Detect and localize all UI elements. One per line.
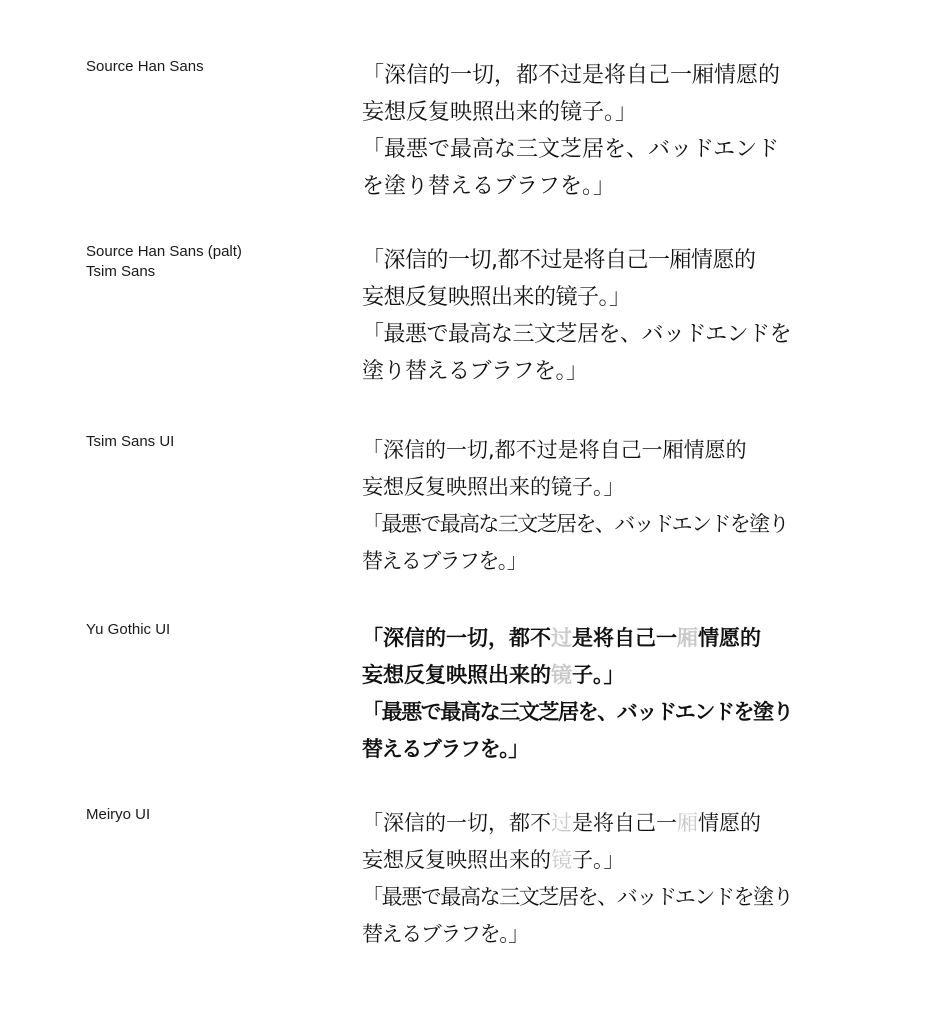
specimen-segment: 「最悪で最高な三文芝居を、バッドエンドを [362, 322, 792, 347]
font-name: Meiryo UI [86, 806, 151, 823]
specimen-segment: 妄想反复映照出来的镜子。」 [362, 285, 631, 310]
specimen-line [362, 131, 922, 168]
font-name: Tsim Sans UI [86, 433, 175, 450]
specimen-line [362, 469, 922, 506]
missing-glyph: 过 [551, 626, 572, 650]
specimen-segment: 是将自己一 [572, 811, 677, 835]
specimen-segment: 「深信的一切，都不 [362, 811, 551, 835]
font-name-label [86, 242, 346, 282]
specimen-line [362, 353, 922, 390]
specimen-line [362, 168, 922, 205]
font-name-label [86, 432, 346, 452]
specimen-segment: を塗り替えるブラフを。」 [362, 174, 616, 199]
specimen-line [362, 657, 922, 694]
specimen-text [362, 805, 922, 953]
specimen-segment: 「最悪で最高な三文芝居を、バッドエンドを塗り [362, 885, 793, 909]
specimen-line [362, 543, 922, 580]
font-name: Source Han Sans [86, 58, 204, 75]
specimen-text [362, 57, 922, 205]
specimen-line [362, 506, 922, 543]
specimen-segment: 是将自己一 [572, 626, 677, 650]
specimen-segment: 替えるブラフを。」 [362, 737, 528, 761]
font-name-label [86, 57, 346, 77]
specimen-line [362, 57, 922, 94]
specimen-line [362, 842, 922, 879]
specimen-segment: 子。」 [572, 848, 625, 872]
specimen-segment: 「最悪で最高な三文芝居を、バッドエンドを塗り [362, 700, 793, 724]
specimen-segment: 「深信的一切,都不过是将自己一厢情愿的 [362, 438, 747, 462]
specimen-segment: 妄想反复映照出来的镜子。」 [362, 100, 638, 125]
font-name: Yu Gothic UI [86, 621, 171, 638]
specimen-segment: 替えるブラフを。」 [362, 922, 528, 946]
specimen-segment: 情愿的 [698, 811, 761, 835]
specimen-segment: 「深信的一切,都不过是将自己一厢情愿的 [362, 248, 756, 273]
specimen-segment: 「最悪で最高な三文芝居を、バッドエンド [362, 137, 780, 162]
missing-glyph: 厢 [677, 811, 698, 835]
specimen-segment: 子。」 [572, 663, 625, 687]
specimen-text [362, 432, 922, 580]
font-name: Tsim Sans [86, 263, 156, 280]
missing-glyph: 镜 [551, 663, 572, 687]
specimen-segment: 妄想反复映照出来的 [362, 848, 551, 872]
specimen-line [362, 94, 922, 131]
specimen-text [362, 620, 922, 768]
specimen-segment: 妄想反复映照出来的镜子。」 [362, 475, 625, 499]
specimen-line [362, 316, 922, 353]
font-name: Source Han Sans (palt) [86, 243, 242, 260]
specimen-line [362, 805, 922, 842]
specimen-text [362, 242, 922, 390]
specimen-segment: 「最悪で最高な三文芝居を、バッドエンドを塗り [362, 512, 788, 536]
missing-glyph: 过 [551, 811, 572, 835]
specimen-line [362, 731, 922, 768]
specimen-segment: 「深信的一切，都不 [362, 626, 551, 650]
specimen-line [362, 620, 922, 657]
specimen-line [362, 279, 922, 316]
specimen-segment: 替えるブラフを。」 [362, 549, 527, 573]
missing-glyph: 厢 [677, 626, 698, 650]
specimen-segment: 妄想反复映照出来的 [362, 663, 551, 687]
specimen-segment: 「深信的一切，都不过是将自己一厢情愿的 [362, 63, 781, 88]
specimen-line [362, 432, 922, 469]
missing-glyph: 镜 [551, 848, 572, 872]
specimen-segment: 塗り替えるブラフを。」 [362, 359, 588, 384]
specimen-line [362, 879, 922, 916]
specimen-line [362, 916, 922, 953]
font-name-label [86, 805, 346, 825]
specimen-line [362, 242, 922, 279]
specimen-line [362, 694, 922, 731]
specimen-segment: 情愿的 [698, 626, 761, 650]
font-name-label [86, 620, 346, 640]
